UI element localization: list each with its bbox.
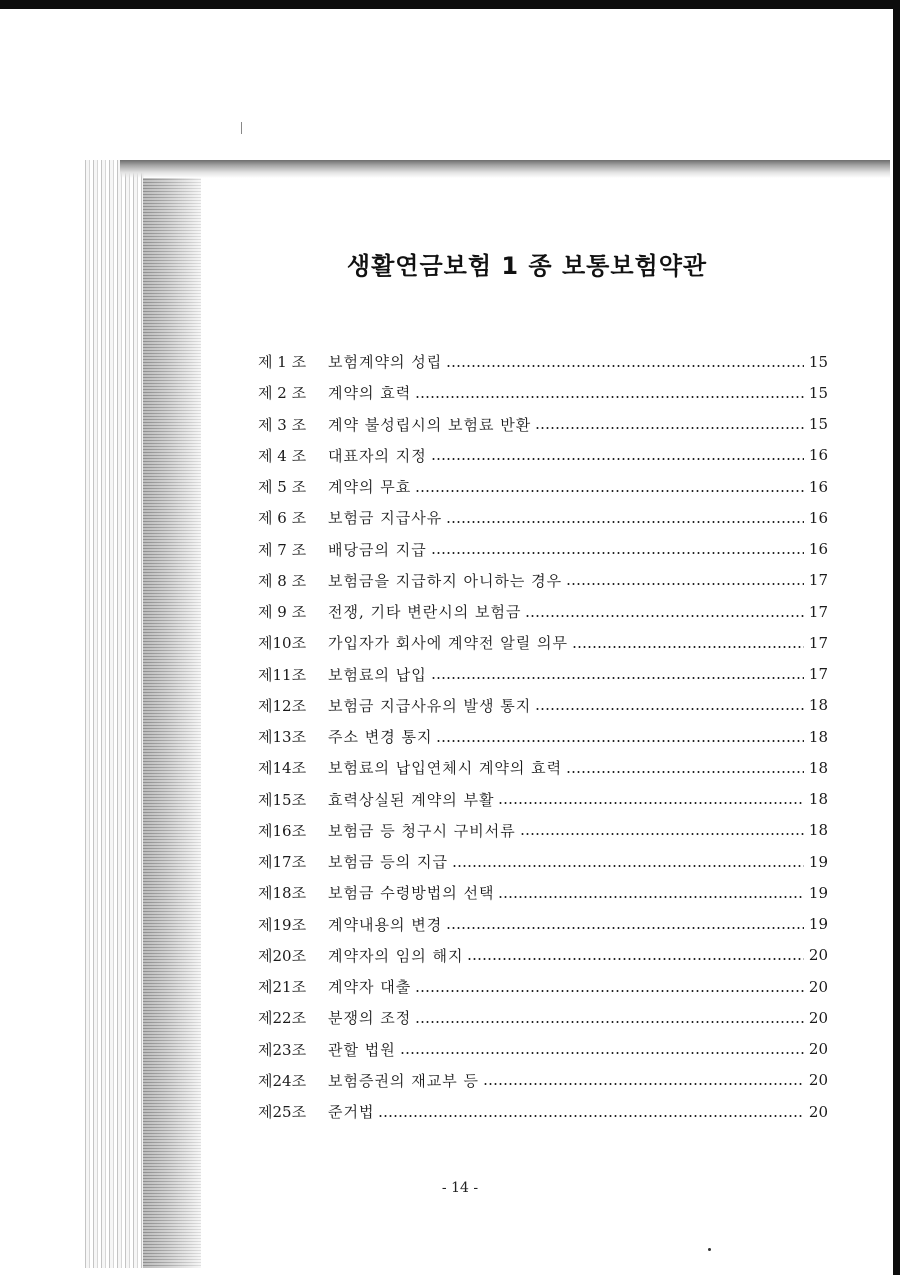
- toc-page-number: 20: [808, 1040, 828, 1059]
- toc-row: [258, 1065, 828, 1096]
- toc-dot-leader: [431, 552, 804, 554]
- toc-dot-leader: [431, 458, 804, 460]
- toc-row: [258, 440, 828, 471]
- toc-page-number: 20: [808, 1008, 828, 1027]
- toc-dot-leader: [415, 490, 804, 492]
- scan-speck: [708, 1248, 711, 1251]
- toc-row: [258, 846, 828, 877]
- toc-page-number: 16: [808, 477, 828, 496]
- toc-article-title: 가입자가 회사에 계약전 알릴 의무: [328, 634, 568, 653]
- toc-article-title: 배당금의 지급: [328, 540, 427, 559]
- toc-page-number: 18: [808, 821, 828, 840]
- toc-article-title: 계약내용의 변경: [328, 915, 443, 934]
- toc-dot-leader: [467, 958, 804, 960]
- toc-article-number: 제15조: [258, 790, 307, 809]
- toc-article-number: 제 8 조: [258, 571, 307, 590]
- toc-article-title: 대표자의 지정: [328, 446, 427, 465]
- toc-dot-leader: [498, 802, 804, 804]
- toc-row: [258, 1002, 828, 1033]
- toc-article-title: 보험료의 납입: [328, 665, 427, 684]
- toc-article-title: 계약의 무효: [328, 478, 412, 497]
- toc-article-title: 보험계약의 성립: [328, 353, 443, 372]
- toc-page-number: 19: [808, 852, 828, 871]
- toc-article-number: 제16조: [258, 821, 307, 840]
- toc-article-number: 제24조: [258, 1071, 307, 1090]
- toc-page-number: 20: [808, 1102, 828, 1121]
- toc-page-number: 19: [808, 883, 828, 902]
- toc-page-number: 16: [808, 540, 828, 559]
- toc-article-number: 제 6 조: [258, 509, 307, 528]
- toc-dot-leader: [452, 865, 804, 867]
- toc-dot-leader: [520, 833, 804, 835]
- toc-row: [258, 534, 828, 565]
- toc-row: [258, 596, 828, 627]
- toc-article-number: 제18조: [258, 884, 307, 903]
- toc-page-number: 18: [808, 790, 828, 809]
- toc-row: [258, 627, 828, 658]
- toc-article-number: 제22조: [258, 1009, 307, 1028]
- toc-dot-leader: [483, 1083, 804, 1085]
- toc-page-number: 20: [808, 946, 828, 965]
- toc-row: [258, 877, 828, 908]
- toc-dot-leader: [446, 365, 804, 367]
- toc-page-number: 17: [808, 633, 828, 652]
- toc-dot-leader: [436, 740, 804, 742]
- toc-page-number: 15: [808, 415, 828, 434]
- toc-row: [258, 752, 828, 783]
- toc-dot-leader: [535, 427, 804, 429]
- toc-dot-leader: [415, 990, 804, 992]
- toc-page-number: 16: [808, 508, 828, 527]
- toc-article-title: 계약자 대출: [328, 978, 412, 997]
- toc-dot-leader: [400, 1052, 804, 1054]
- toc-row: [258, 971, 828, 1002]
- toc-row: [258, 784, 828, 815]
- toc-article-number: 제23조: [258, 1040, 307, 1059]
- toc-article-title: 보험금 지급사유: [328, 509, 443, 528]
- toc-row: [258, 471, 828, 502]
- toc-article-number: 제20조: [258, 946, 307, 965]
- toc-row: [258, 940, 828, 971]
- table-of-contents: [258, 346, 828, 1127]
- toc-row: [258, 377, 828, 408]
- toc-article-number: 제 1 조: [258, 353, 307, 372]
- toc-article-title: 보험금 수령방법의 선택: [328, 884, 495, 903]
- toc-dot-leader: [446, 521, 804, 523]
- toc-article-number: 제 4 조: [258, 446, 307, 465]
- toc-article-title: 보험금을 지급하지 아니하는 경우: [328, 571, 563, 590]
- toc-page-number: 20: [808, 977, 828, 996]
- toc-page-number: 17: [808, 665, 828, 684]
- scan-border-right: [893, 0, 900, 1275]
- toc-dot-leader: [572, 646, 804, 648]
- toc-row: [258, 721, 828, 752]
- toc-article-title: 계약자의 임의 해지: [328, 946, 464, 965]
- toc-article-number: 제 2 조: [258, 384, 307, 403]
- toc-row: [258, 815, 828, 846]
- toc-article-number: 제14조: [258, 759, 307, 778]
- toc-dot-leader: [566, 771, 804, 773]
- toc-row: [258, 346, 828, 377]
- toc-page-number: 18: [808, 696, 828, 715]
- toc-dot-leader: [415, 396, 804, 398]
- toc-article-title: 보험료의 납입연체시 계약의 효력: [328, 759, 563, 778]
- page-number: - 14 -: [441, 1180, 479, 1196]
- toc-row: [258, 1034, 828, 1065]
- book-page-edges: [82, 160, 144, 1268]
- toc-page-number: 18: [808, 727, 828, 746]
- toc-dot-leader: [566, 583, 804, 585]
- toc-page-number: 17: [808, 571, 828, 590]
- toc-article-number: 제 7 조: [258, 540, 307, 559]
- toc-article-number: 제 3 조: [258, 415, 307, 434]
- toc-page-number: 16: [808, 446, 828, 465]
- toc-dot-leader: [446, 927, 804, 929]
- toc-row: [258, 909, 828, 940]
- toc-article-title: 분쟁의 조정: [328, 1009, 412, 1028]
- toc-dot-leader: [431, 677, 804, 679]
- binding-gutter-shadow: [143, 178, 201, 1268]
- toc-row: [258, 1096, 828, 1127]
- toc-page-number: 17: [808, 602, 828, 621]
- toc-article-number: 제19조: [258, 915, 307, 934]
- toc-article-title: 주소 변경 통지: [328, 728, 433, 747]
- toc-article-title: 계약 불성립시의 보험료 반환: [328, 415, 532, 434]
- toc-article-title: 전쟁, 기타 변란시의 보험금: [328, 603, 522, 622]
- toc-row: [258, 565, 828, 596]
- scan-border-top: [0, 0, 900, 9]
- toc-article-title: 준거법: [328, 1103, 375, 1122]
- toc-article-number: 제25조: [258, 1103, 307, 1122]
- toc-page-number: 15: [808, 352, 828, 371]
- scan-mark: [241, 122, 242, 134]
- toc-row: [258, 502, 828, 533]
- toc-page-number: 20: [808, 1071, 828, 1090]
- toc-dot-leader: [378, 1115, 804, 1117]
- toc-article-title: 보험금 등 청구시 구비서류: [328, 821, 516, 840]
- toc-article-number: 제13조: [258, 728, 307, 747]
- toc-article-title: 보험증권의 재교부 등: [328, 1071, 479, 1090]
- toc-dot-leader: [525, 615, 804, 617]
- toc-dot-leader: [535, 708, 804, 710]
- toc-article-number: 제17조: [258, 853, 307, 872]
- toc-article-title: 관할 법원: [328, 1040, 396, 1059]
- toc-article-title: 계약의 효력: [328, 384, 412, 403]
- toc-page-number: 18: [808, 758, 828, 777]
- toc-row: [258, 659, 828, 690]
- toc-article-title: 보험금 지급사유의 발생 통지: [328, 696, 532, 715]
- toc-article-number: 제10조: [258, 634, 307, 653]
- toc-article-number: 제 9 조: [258, 603, 307, 622]
- toc-dot-leader: [415, 1021, 804, 1023]
- toc-article-title: 보험금 등의 지급: [328, 853, 448, 872]
- toc-article-number: 제11조: [258, 665, 307, 684]
- toc-row: [258, 690, 828, 721]
- document-title: 생활연금보험 1 종 보통보험약관: [346, 252, 708, 280]
- toc-page-number: 19: [808, 915, 828, 934]
- toc-dot-leader: [498, 896, 804, 898]
- toc-article-number: 제 5 조: [258, 478, 307, 497]
- toc-article-number: 제21조: [258, 978, 307, 997]
- toc-page-number: 15: [808, 383, 828, 402]
- page-top-shadow: [120, 160, 890, 178]
- toc-row: [258, 409, 828, 440]
- toc-article-number: 제12조: [258, 696, 307, 715]
- toc-article-title: 효력상실된 계약의 부활: [328, 790, 495, 809]
